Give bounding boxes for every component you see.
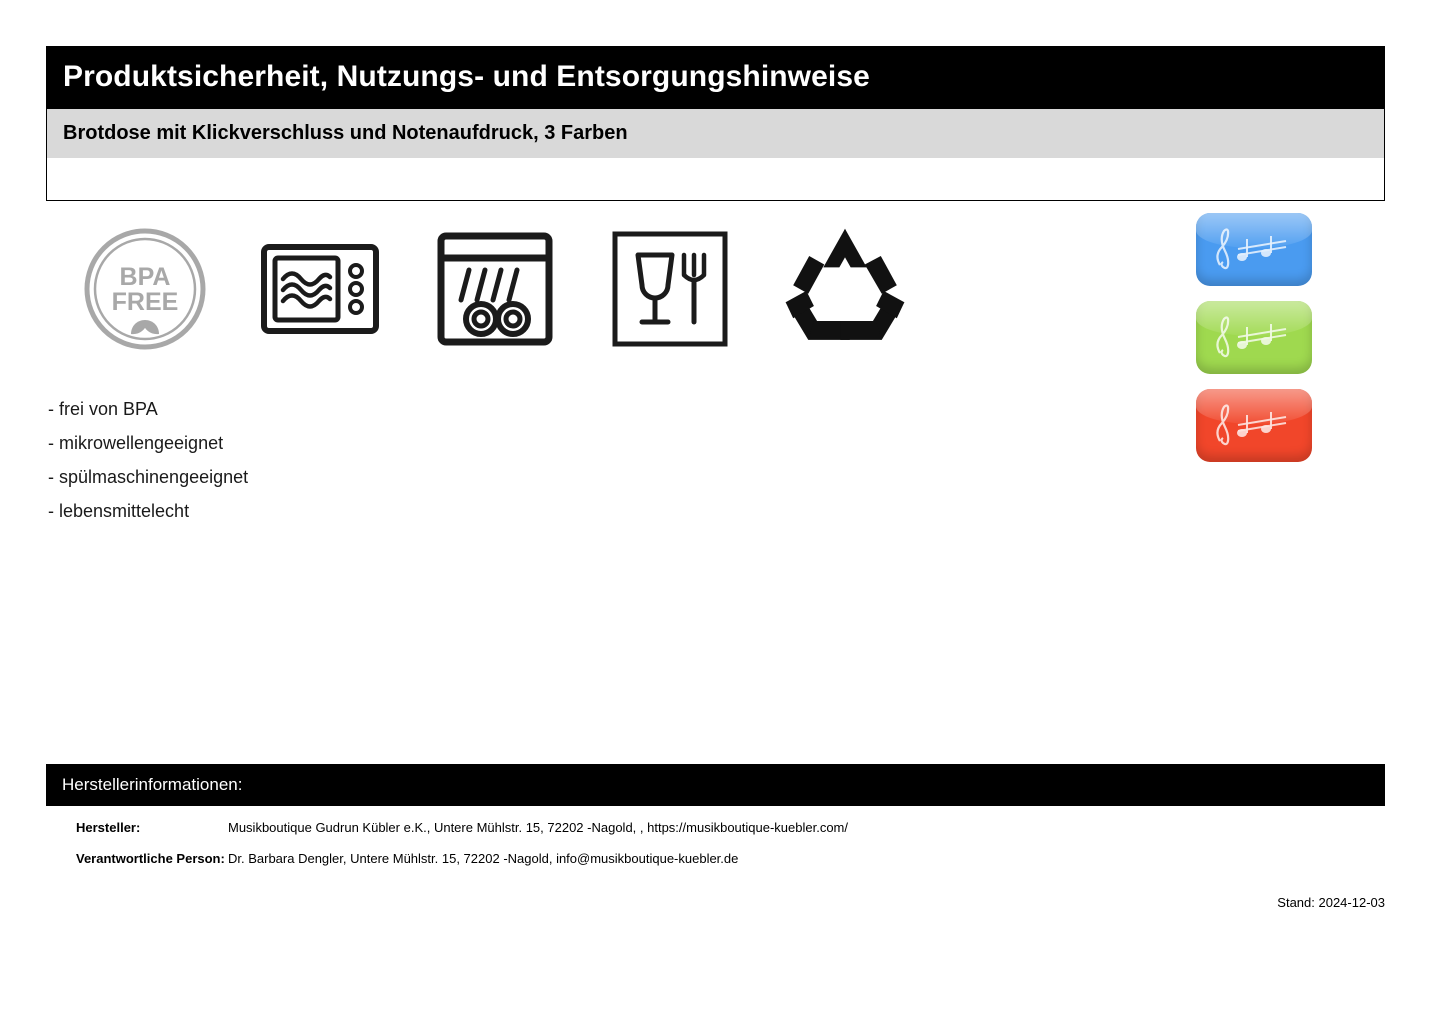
food-safe-glass-fork-icon (605, 214, 735, 364)
swatch-red (1196, 389, 1312, 462)
manufacturer-label: Hersteller: (76, 820, 141, 835)
list-item: - lebensmittelecht (48, 501, 190, 521)
page-title: Produktsicherheit, Nutzungs- und Entsorgungshinweise (47, 47, 1384, 109)
list-item: - spülmaschinengeeignet (48, 467, 249, 487)
microwave-safe-icon (255, 214, 385, 364)
manufacturer-value: Musikboutique Gudrun Kübler e.K., Untere Mühlstr. 15, 72202 -Nagold, , https://musikboutique-kuebler.com/ (228, 820, 849, 835)
list-item: - frei von BPA (48, 399, 158, 419)
pictogram-row (80, 214, 910, 364)
manufacturer-info (46, 820, 1385, 882)
header-block (46, 46, 1385, 201)
product-color-swatches (1196, 213, 1312, 477)
revision-date: Stand: 2024-12-03 (1277, 895, 1385, 910)
svg-text:BPA: BPA (119, 263, 171, 291)
header-spacer (47, 158, 1384, 200)
swatch-green (1196, 301, 1312, 374)
svg-text:FREE: FREE (111, 288, 179, 316)
swatch-blue (1196, 213, 1312, 286)
feature-list (48, 392, 248, 528)
bpa-free-icon (80, 214, 210, 364)
responsible-person-label: Verantwortliche Person: (76, 851, 225, 866)
recycling-icon (780, 214, 910, 364)
manufacturer-section-title: Herstellerinformationen: (46, 764, 1385, 806)
table-row (46, 851, 1385, 866)
dishwasher-safe-icon (430, 214, 560, 364)
product-name: Brotdose mit Klickverschluss und Notenaufdruck, 3 Farben (47, 109, 1384, 158)
responsible-person-value: Dr. Barbara Dengler, Untere Mühlstr. 15, 72202 -Nagold, info@musikboutique-kuebler.de (228, 851, 739, 866)
list-item: - mikrowellengeeignet (48, 433, 224, 453)
table-row (46, 820, 1385, 835)
